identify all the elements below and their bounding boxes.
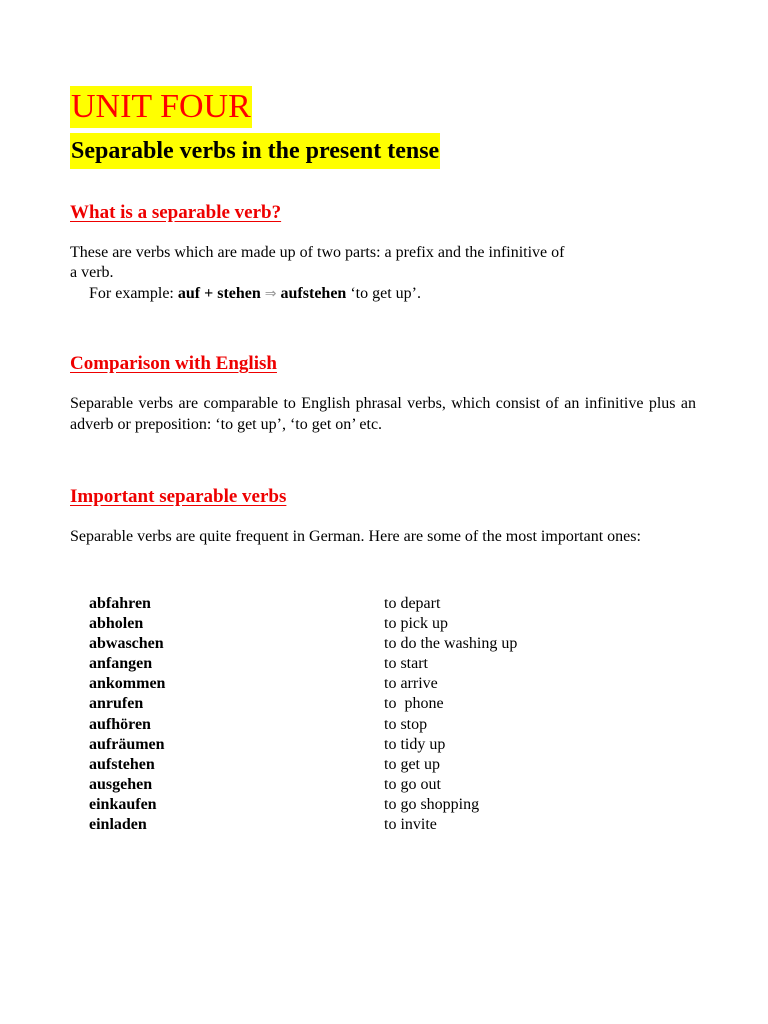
vocab-german: abwaschen [89,635,164,653]
vocab-german: ankommen [89,675,166,693]
intro-text-line2: a verb. [70,264,114,281]
vocab-row [89,815,609,835]
vocab-english: to phone [384,695,444,713]
important-text: Separable verbs are quite frequent in German. Here are some of the most important ones: [70,528,641,545]
vocab-row [89,594,609,614]
vocab-row [89,715,609,735]
vocab-list [89,594,609,835]
vocab-german: aufstehen [89,755,155,773]
vocab-row [89,654,609,674]
vocab-english: to go shopping [384,795,480,813]
page-subtitle: Separable verbs in the present tense [70,133,440,169]
vocab-english: to pick up [384,615,448,633]
vocab-row [89,755,609,775]
vocab-english: to invite [384,816,437,834]
vocab-english: to do the washing up [384,635,518,653]
section-heading-comparison: Comparison with English [70,353,277,374]
vocab-row [89,674,609,694]
example-line [89,284,421,304]
vocab-german: abholen [89,615,144,633]
vocab-row [89,795,609,815]
vocab-row [89,694,609,714]
comparison-text: Separable verbs are comparable to English phrasal verbs, which consist of an infinitive plus an adverb or preposition: ‘to get up’, ‘to get on’ etc. [70,395,696,433]
vocab-row [89,735,609,755]
vocab-german: einladen [89,816,147,834]
section-heading-important: Important separable verbs [70,486,287,507]
example-translation: ‘to get up’. [350,285,421,302]
vocab-german: anfangen [89,655,153,673]
vocab-english: to tidy up [384,735,446,753]
arrow-icon: ⇒ [264,286,277,302]
example-prefix: For example: [89,285,174,302]
vocab-german: aufhören [89,715,151,733]
unit-title: UNIT FOUR [70,86,252,128]
vocab-english: to stop [384,715,428,733]
vocab-german: aufräumen [89,735,165,753]
vocab-row [89,775,609,795]
example-part1: auf [177,285,201,302]
vocab-german: einkaufen [89,795,157,813]
vocab-row [89,614,609,634]
vocab-english: to get up [384,755,440,773]
vocab-english: to start [384,655,428,673]
vocab-german: ausgehen [89,775,153,793]
example-part2: stehen [217,285,261,302]
example-result: aufstehen [280,285,347,302]
vocab-english: to depart [384,595,441,612]
section-heading-what-is: What is a separable verb? [70,202,282,223]
vocab-german: anrufen [89,695,144,713]
example-plus: + [204,285,214,302]
intro-text-line1: These are verbs which are made up of two parts: a prefix and the infinitive of [70,244,565,261]
vocab-english: to go out [384,775,441,793]
vocab-german: abfahren [89,595,151,612]
vocab-row [89,634,609,654]
vocab-english: to arrive [384,675,438,693]
